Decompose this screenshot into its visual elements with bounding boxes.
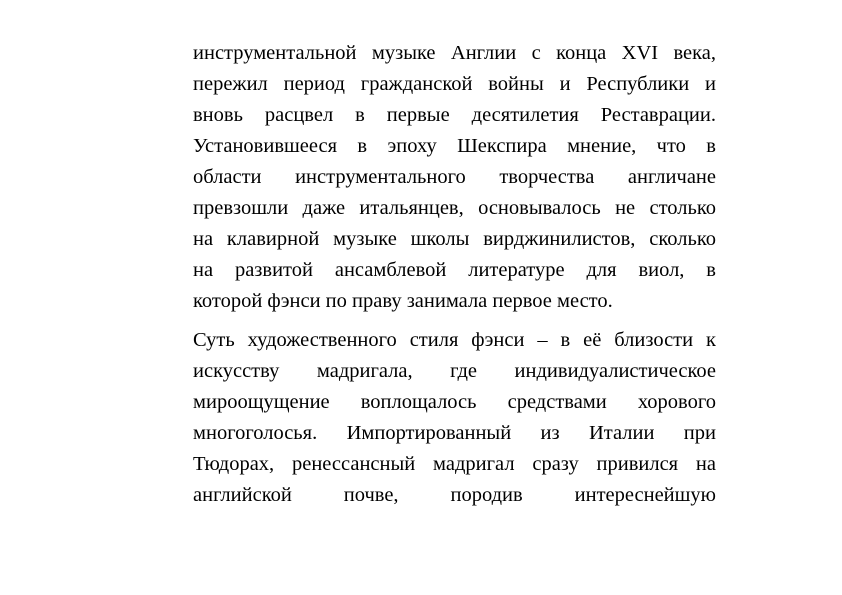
text-line: мироощущение воплощалось средствами хорового bbox=[193, 391, 716, 413]
text-line: вновь расцвел в первые десятилетия Реставрации. bbox=[193, 104, 716, 126]
text-line: инструментальной музыке Англии с конца XVI века, bbox=[193, 42, 716, 64]
text-line: английской почве, породив интереснейшую bbox=[193, 484, 716, 506]
text-line: на клавирной музыке школы вирджинилистов, сколько bbox=[193, 228, 716, 250]
text-line: искусству мадригала, где индивидуалистическое bbox=[193, 360, 716, 382]
text-line: пережил период гражданской войны и Республики и bbox=[193, 73, 716, 95]
text-line: Суть художественного стиля фэнси – в её близости к bbox=[193, 329, 716, 351]
text-line: которой фэнси по праву занимала первое место. bbox=[193, 290, 613, 312]
text-line: превзошли даже итальянцев, основывалось не столько bbox=[193, 197, 716, 219]
text-line: многоголосья. Импортированный из Италии при bbox=[193, 422, 716, 444]
text-line: области инструментального творчества англичане bbox=[193, 166, 716, 188]
paragraph-2 bbox=[193, 325, 716, 511]
text-line: на развитой ансамблевой литературе для виол, в bbox=[193, 259, 716, 281]
document-text bbox=[193, 38, 716, 511]
paragraph-1 bbox=[193, 38, 716, 317]
text-line: Установившееся в эпоху Шекспира мнение, что в bbox=[193, 135, 716, 157]
text-line: Тюдорах, ренессансный мадригал сразу привился на bbox=[193, 453, 716, 475]
